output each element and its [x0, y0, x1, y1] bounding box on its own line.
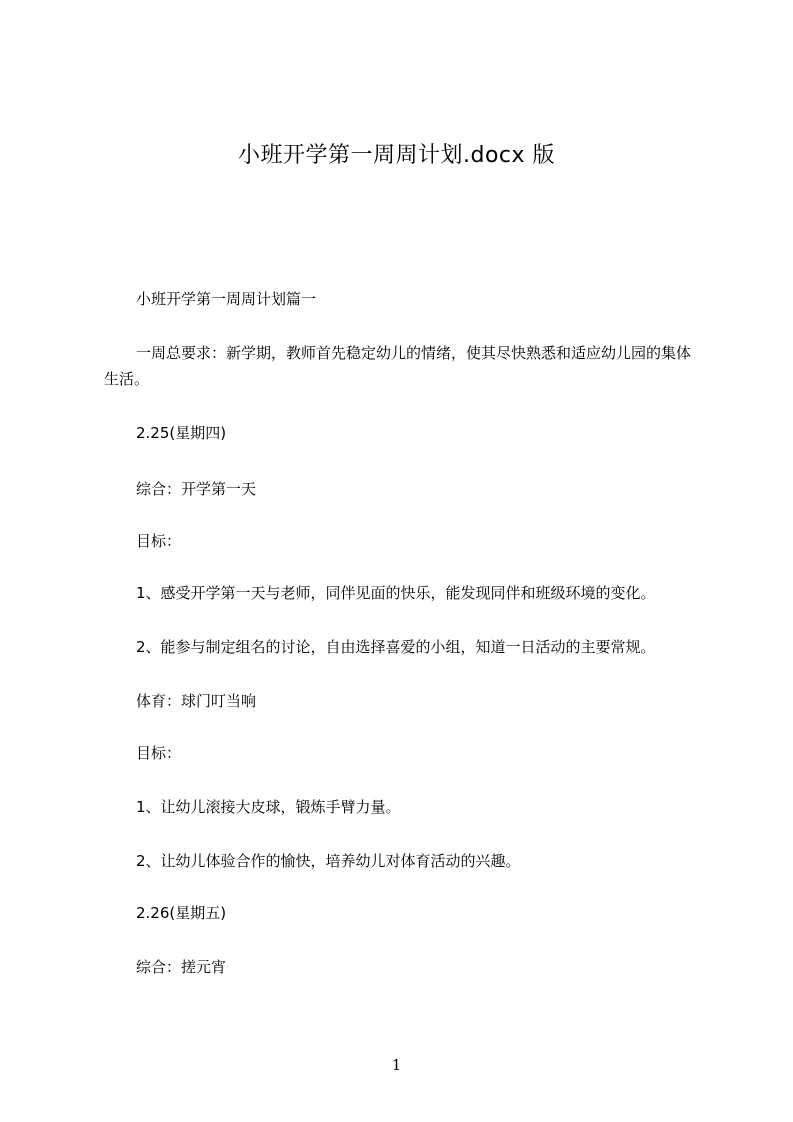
date-line: 2.25(星期四)	[136, 424, 227, 442]
activity-line: 综合：开学第一天	[136, 480, 257, 498]
goal-item: 1、感受开学第一天与老师，同伴见面的快乐，能发现同伴和班级环境的变化。	[136, 584, 656, 602]
activity-line: 体育：球门叮当响	[136, 692, 257, 710]
goal-item: 1、让幼儿滚接大皮球，锻炼手臂力量。	[136, 798, 401, 816]
goals-label: 目标：	[136, 744, 182, 762]
date-line: 2.26(星期五)	[136, 904, 227, 922]
activity-line: 综合：搓元宵	[136, 958, 227, 976]
goal-item: 2、让幼儿体验合作的愉快，培养幼儿对体育活动的兴趣。	[136, 852, 521, 870]
document-title: 小班开学第一周周计划.docx 版	[237, 143, 556, 168]
weekly-requirement-paragraph: 一周总要求：新学期，教师首先稳定幼儿的情绪，使其尽快熟悉和适应幼儿园的集体生活。	[104, 344, 692, 388]
page-number: 1	[391, 1056, 402, 1074]
goal-item: 2、能参与制定组名的讨论，自由选择喜爱的小组，知道一日活动的主要常规。	[136, 638, 656, 656]
section-heading: 小班开学第一周周计划篇一	[136, 290, 317, 308]
goals-label: 目标：	[136, 532, 182, 550]
